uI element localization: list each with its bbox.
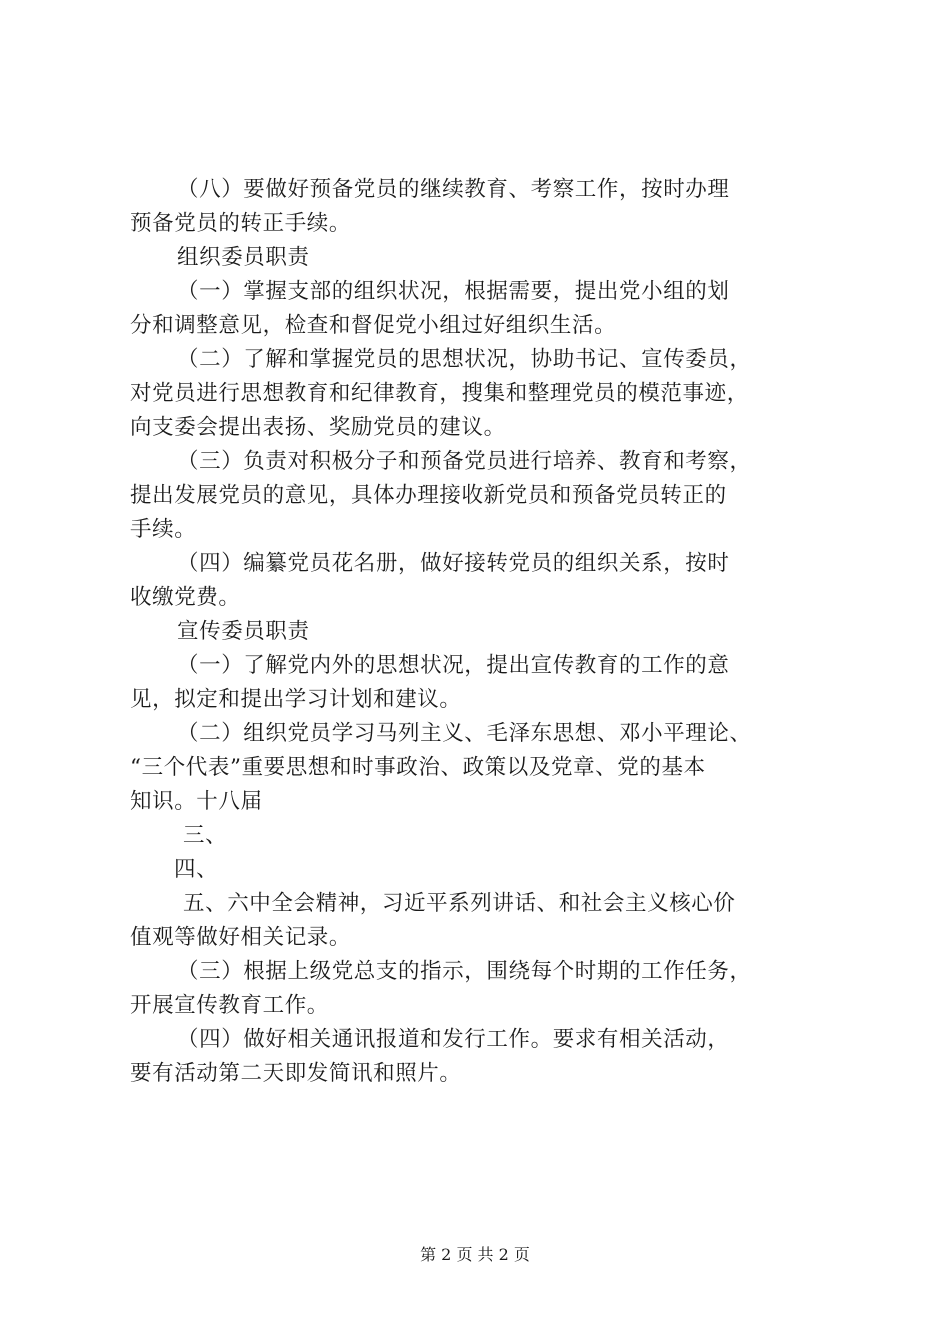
text-line: 五、六中全会精神，习近平系列讲话、和社会主义核心价 bbox=[183, 891, 736, 916]
text-line: （三）负责对积极分子和预备党员进行培养、教育和考察， bbox=[177, 449, 752, 474]
document-body bbox=[130, 173, 835, 1091]
text-line: 预备党员的转正手续。 bbox=[130, 211, 352, 236]
text-line: 知识。十八届 bbox=[130, 789, 263, 814]
text-line: （八）要做好预备党员的继续教育、考察工作，按时办理 bbox=[177, 177, 730, 202]
text-line: 向支委会提出表扬、奖励党员的建议。 bbox=[130, 415, 506, 440]
text-line: 见，拟定和提出学习计划和建议。 bbox=[130, 687, 462, 712]
text-line: （四）做好相关通讯报道和发行工作。要求有相关活动， bbox=[177, 1027, 730, 1052]
text-line: 分和调整意见，检查和督促党小组过好组织生活。 bbox=[130, 313, 617, 338]
page-footer: 第 2 页 共 2 页 bbox=[420, 1245, 530, 1264]
text-line: （二）组织党员学习马列主义、毛泽东思想、邓小平理论、 bbox=[177, 721, 752, 746]
text-line: 宣传委员职责 bbox=[177, 619, 310, 644]
text-line: （四）编纂党员花名册，做好接转党员的组织关系，按时 bbox=[177, 551, 730, 576]
text-line: 收缴党费。 bbox=[130, 585, 241, 610]
text-line: （一）了解党内外的思想状况，提出宣传教育的工作的意 bbox=[177, 653, 730, 678]
text-line: “三个代表”重要思想和时事政治、政策以及党章、党的基本 bbox=[130, 755, 706, 780]
text-line: （一）掌握支部的组织状况，根据需要，提出党小组的划 bbox=[177, 279, 730, 304]
text-line: 三、 bbox=[183, 823, 228, 848]
text-line: 提出发展党员的意见，具体办理接收新党员和预备党员转正的 bbox=[130, 483, 727, 508]
text-line: 组织委员职责 bbox=[177, 245, 310, 270]
text-line: 四、 bbox=[174, 857, 219, 882]
text-line: 要有活动第二天即发简讯和照片。 bbox=[130, 1061, 462, 1086]
text-line: （三）根据上级党总支的指示，围绕每个时期的工作任务， bbox=[177, 959, 752, 984]
text-line: 开展宣传教育工作。 bbox=[130, 993, 329, 1018]
text-line: 值观等做好相关记录。 bbox=[130, 925, 352, 950]
text-line: 手续。 bbox=[130, 517, 197, 542]
text-line: 对党员进行思想教育和纪律教育，搜集和整理党员的模范事迹， bbox=[130, 381, 749, 406]
text-line: （二）了解和掌握党员的思想状况，协助书记、宣传委员， bbox=[177, 347, 752, 372]
